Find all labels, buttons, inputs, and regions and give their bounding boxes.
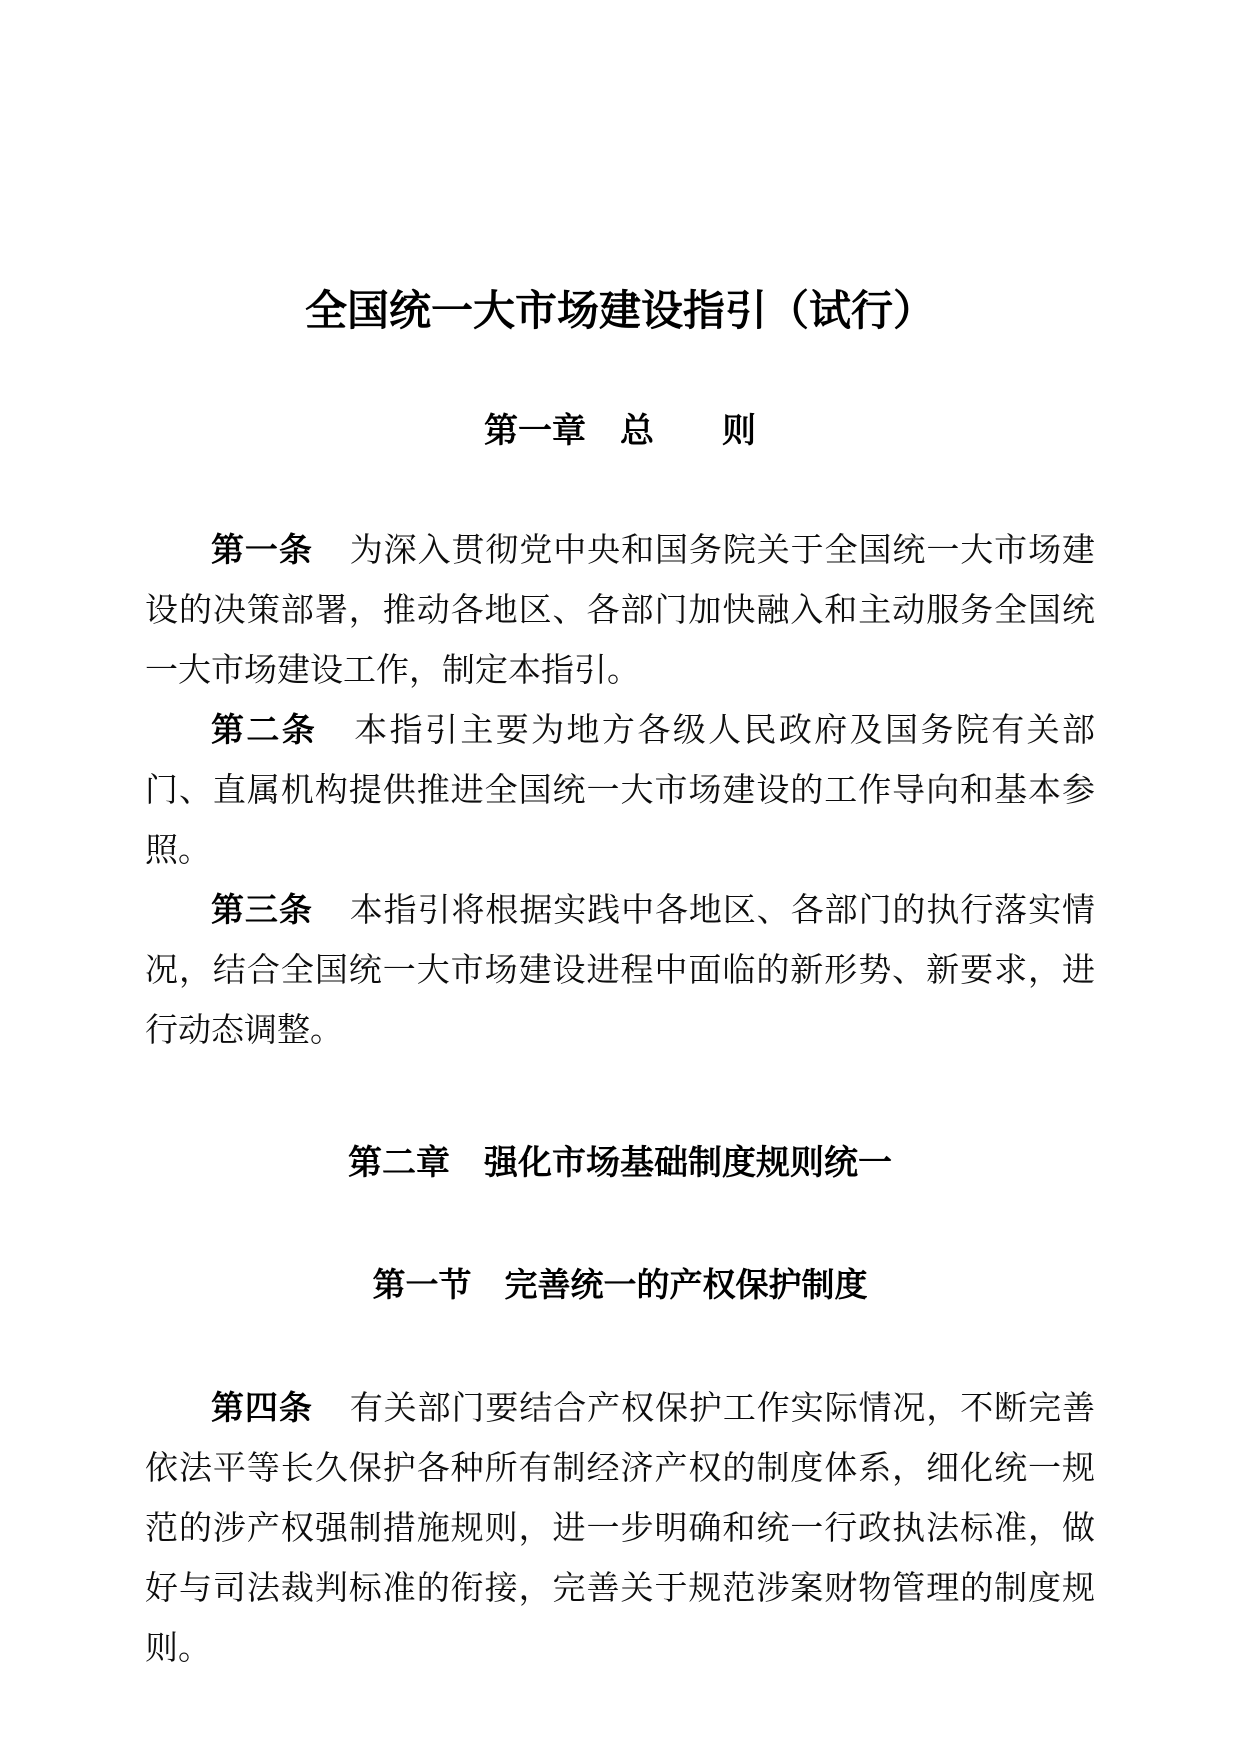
article-1 <box>145 520 1095 700</box>
chapter-2-heading: 第二章 强化市场基础制度规则统一 <box>348 1143 892 1183</box>
article-1-text: 为深入贯彻党中央和国务院关于全国统一大市场建设的决策部署，推动各地区、各部门加快融入和主动服务全国统一大市场建设工作，制定本指引。 <box>145 530 1095 689</box>
article-4-text: 有关部门要结合产权保护工作实际情况，不断完善依法平等长久保护各种所有制经济产权的制度体系，细化统一规范的涉产权强制措施规则，进一步明确和统一行政执法标准，做好与司法裁判标准的衔接，完善关于规范涉案财物管理的制度规则。 <box>145 1388 1095 1667</box>
article-3 <box>145 880 1095 1060</box>
chapter-1-heading: 第一章 总 则 <box>484 411 756 451</box>
document-title: 全国统一大市场建设指引（试行） <box>304 286 935 335</box>
article-3-label: 第三条 <box>211 890 313 929</box>
chapter-1-body <box>145 520 1095 1060</box>
section-1-body <box>145 1378 1095 1678</box>
article-2 <box>145 700 1095 880</box>
document-content <box>0 281 1240 1678</box>
article-2-label: 第二条 <box>211 710 318 749</box>
chapter-2-section-1-heading: 第一节 完善统一的产权保护制度 <box>372 1265 868 1304</box>
article-2-text: 本指引主要为地方各级人民政府及国务院有关部门、直属机构提供推进全国统一大市场建设的工作导向和基本参照。 <box>145 710 1096 869</box>
article-4-label: 第四条 <box>211 1388 313 1427</box>
article-1-label: 第一条 <box>211 530 313 569</box>
article-3-text: 本指引将根据实践中各地区、各部门的执行落实情况，结合全国统一大市场建设进程中面临的新形势、新要求，进行动态调整。 <box>145 890 1095 1049</box>
article-4 <box>145 1378 1095 1678</box>
